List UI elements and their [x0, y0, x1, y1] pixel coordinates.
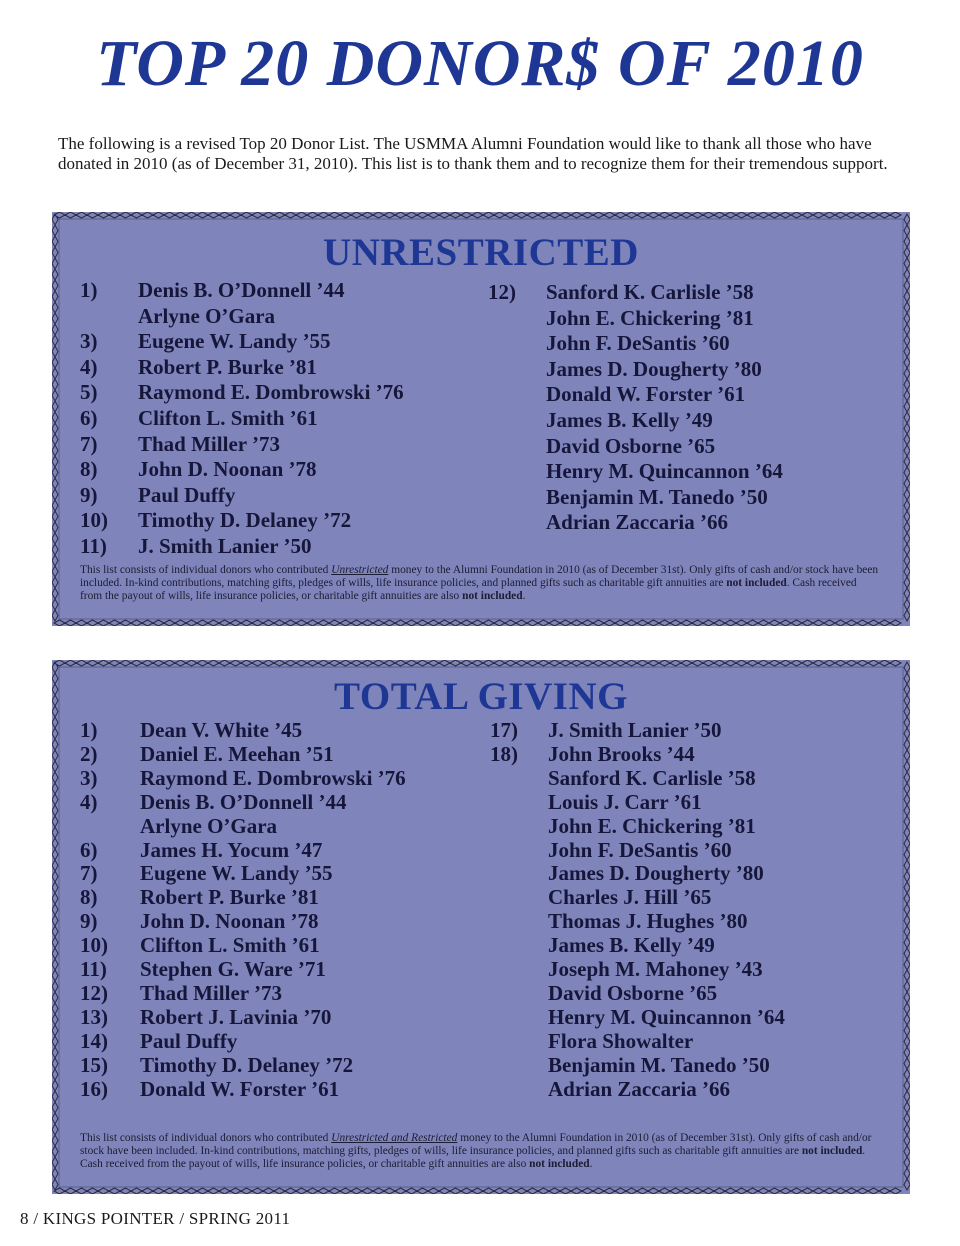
donor-rank: 11): [80, 957, 107, 981]
donor-name: Dean V. White ’45: [140, 718, 303, 742]
donor-name: Denis B. O’Donnell ’44: [140, 789, 347, 814]
donor-name: David Osborne ’65: [548, 980, 718, 1005]
donor-rank: 15): [80, 1052, 108, 1077]
donor-name: John D. Noonan ’78: [138, 457, 317, 482]
note-text: money to the Alumni Foundation in 2010 (as of December 31st). Only gifts of cash and/or stock have been included. In-kind contributions, matching gifts, pledges of wills, life insurance policies, and planned gifts such as charitable gift annuities are: [80, 1132, 872, 1157]
donor-rank: 6): [80, 406, 98, 430]
donor-name: Arlyne O’Gara: [140, 813, 278, 838]
note-bold: not included: [801, 1145, 863, 1157]
donor-name: Robert J. Lavinia ’70: [140, 1004, 332, 1029]
note-text: .: [522, 590, 526, 602]
note-bold: not included: [529, 1158, 590, 1170]
unrestricted-note: [80, 564, 880, 603]
donor-name: Donald W. Forster ’61: [140, 1076, 340, 1101]
donor-name: Robert P. Burke ’81: [138, 354, 317, 379]
donor-rank: 7): [80, 431, 98, 456]
donor-rank: 2): [80, 741, 98, 766]
donor-name: Eugene W. Landy ’55: [138, 329, 331, 354]
donor-name: James H. Yocum ’47: [140, 837, 323, 862]
donor-rank: 12): [488, 280, 516, 304]
note-emphasis: Unrestricted: [331, 564, 389, 576]
donor-name: Thomas J. Hughes ’80: [548, 909, 748, 934]
donor-name: Joseph M. Mahoney ’43: [548, 957, 763, 981]
donor-name: J. Smith Lanier ’50: [138, 534, 312, 558]
donor-name: John Brooks ’44: [548, 741, 695, 766]
donor-rank: 14): [80, 1028, 108, 1053]
donor-name: John F. DeSantis ’60: [548, 837, 732, 862]
total-giving-box: [52, 660, 910, 1194]
note-text: This list consists of individual donors who contributed: [80, 564, 332, 576]
donor-name: John E. Chickering ’81: [546, 305, 754, 330]
unrestricted-heading: UNRESTRICTED: [323, 231, 639, 274]
note-text: This list consists of individual donors who contributed: [80, 1132, 332, 1144]
donor-name: Benjamin M. Tanedo ’50: [548, 1052, 770, 1077]
unrestricted-box: [52, 212, 910, 626]
donor-name: Sanford K. Carlisle ’58: [546, 280, 754, 304]
donor-rank: 4): [80, 789, 98, 814]
donor-rank: 7): [80, 861, 98, 886]
donor-rank: 8): [80, 885, 98, 910]
page-title: TOP 20 DONOR$ OF 2010: [96, 27, 864, 100]
total-giving-heading: TOTAL GIVING: [334, 675, 628, 718]
donor-name: James D. Dougherty ’80: [548, 861, 764, 886]
donor-name: Denis B. O’Donnell ’44: [138, 278, 345, 302]
donor-name: Flora Showalter: [548, 1028, 694, 1053]
note-emphasis: Unrestricted and Restricted: [331, 1132, 458, 1144]
donor-name: Henry M. Quincannon ’64: [548, 1004, 785, 1029]
donor-rank: 11): [80, 534, 107, 558]
donor-rank: 18): [490, 741, 518, 766]
donor-rank: 10): [80, 933, 108, 958]
donor-name: Adrian Zaccaria ’66: [548, 1076, 730, 1101]
donor-name: Arlyne O’Gara: [138, 303, 276, 328]
donor-rank: 3): [80, 329, 98, 354]
donor-name: Charles J. Hill ’65: [548, 885, 712, 910]
note-text: . Cash received from the payout of wills, life insurance policies, or charitable gift annuities are also: [80, 1145, 866, 1170]
note-text: money to the Alumni Foundation in 2010 (as of December 31st). Only gifts of cash and/or stock have been included. In-kind contributions, matching gifts, pledges of wills, life insurance policies, and planned gifts such as charitable gift annuities are: [80, 564, 879, 589]
donor-name: John E. Chickering ’81: [548, 813, 756, 838]
donor-name: David Osborne ’65: [546, 433, 716, 458]
donor-name: Thad Miller ’73: [138, 431, 280, 456]
donor-name: Paul Duffy: [138, 482, 236, 507]
donor-name: Louis J. Carr ’61: [548, 789, 702, 814]
donor-name: Thad Miller ’73: [140, 980, 282, 1005]
donor-rank: 9): [80, 909, 98, 934]
donor-name: John D. Noonan ’78: [140, 909, 319, 934]
donor-name: Donald W. Forster ’61: [546, 382, 746, 407]
donor-name: Clifton L. Smith ’61: [140, 933, 320, 958]
donor-name: Eugene W. Landy ’55: [140, 861, 333, 886]
donor-name: James B. Kelly ’49: [548, 933, 715, 958]
donor-name: Paul Duffy: [140, 1028, 238, 1053]
donor-rank: 6): [80, 837, 98, 862]
donor-name: Adrian Zaccaria ’66: [546, 510, 728, 535]
donor-name: Raymond E. Dombrowski ’76: [138, 380, 404, 405]
note-text: .: [589, 1158, 593, 1170]
donor-name: Raymond E. Dombrowski ’76: [140, 765, 406, 790]
donor-rank: 5): [80, 380, 98, 405]
donor-name: John F. DeSantis ’60: [546, 331, 730, 356]
donor-name: Clifton L. Smith ’61: [138, 406, 318, 430]
donor-name: Henry M. Quincannon ’64: [546, 459, 783, 484]
note-text: . Cash received from the payout of wills, life insurance policies, or charitable gift annuities are also: [80, 577, 857, 602]
donor-rank: 13): [80, 1004, 108, 1029]
donor-rank: 4): [80, 354, 98, 379]
donor-rank: 17): [490, 718, 518, 742]
donor-name: Timothy D. Delaney ’72: [138, 508, 352, 533]
donor-rank: 1): [80, 278, 98, 302]
donor-name: James B. Kelly ’49: [546, 408, 713, 432]
donor-name: Timothy D. Delaney ’72: [140, 1052, 354, 1077]
donor-name: J. Smith Lanier ’50: [548, 718, 722, 742]
donor-rank: 16): [80, 1076, 108, 1101]
donor-rank: 3): [80, 765, 98, 790]
donor-name: Benjamin M. Tanedo ’50: [546, 484, 768, 509]
donor-rank: 8): [80, 457, 98, 482]
donor-name: Robert P. Burke ’81: [140, 885, 319, 910]
note-bold: not included: [726, 577, 787, 589]
donor-name: Daniel E. Meehan ’51: [140, 741, 334, 766]
donor-rank: 10): [80, 508, 108, 533]
total-giving-note: [80, 1132, 880, 1171]
note-bold: not included: [462, 590, 523, 602]
intro-paragraph: The following is a revised Top 20 Donor List. The USMMA Alumni Foundation would like to thank all those who have donated in 2010 (as of December 31, 2010). This list is to thank them and to recognize them for their tremendous support.: [58, 134, 888, 173]
page-footer: 8 / KINGS POINTER / SPRING 2011: [20, 1209, 291, 1228]
donor-rank: 9): [80, 482, 98, 507]
donor-rank: 1): [80, 718, 98, 742]
donor-name: James D. Dougherty ’80: [546, 356, 762, 381]
donor-name: Sanford K. Carlisle ’58: [548, 765, 756, 790]
donor-rank: 12): [80, 980, 108, 1005]
donor-name: Stephen G. Ware ’71: [140, 957, 326, 981]
